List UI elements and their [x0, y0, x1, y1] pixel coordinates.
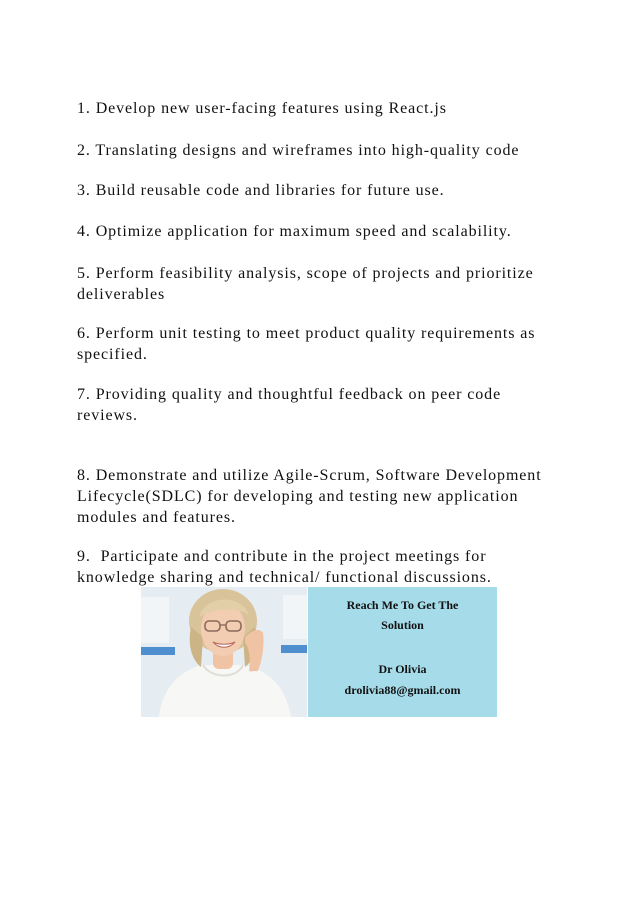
list-item-1: 1. Develop new user-facing features using React.js [77, 100, 447, 117]
tutor-name: Dr Olivia [378, 662, 427, 676]
contact-email: drolivia88@gmail.com [344, 683, 461, 697]
list-item-9: 9. Participate and contribute in the project meetings for knowledge sharing and technical/ functional discussions. [77, 548, 492, 586]
list-item-4: 4. Optimize application for maximum speed and scalability. [77, 223, 512, 240]
list-item-3: 3. Build reusable code and libraries for future use. [77, 182, 445, 199]
woman-portrait-illustration [141, 587, 307, 717]
list-item-8: 8. Demonstrate and utilize Agile-Scrum, Software Development Lifecycle(SDLC) for developing and testing new application modules and features. [77, 467, 542, 526]
contact-panel [308, 587, 497, 717]
list-item-2: 2. Translating designs and wireframes into high-quality code [77, 142, 520, 159]
banner-heading-line1: Reach Me To Get The [346, 598, 459, 612]
list-item-6: 6. Perform unit testing to meet product quality requirements as specified. [77, 325, 536, 363]
list-item-5: 5. Perform feasibility analysis, scope of projects and prioritize deliverables [77, 265, 534, 303]
tutor-photo [141, 587, 307, 717]
list-item-7: 7. Providing quality and thoughtful feedback on peer code reviews. [77, 386, 502, 424]
contact-banner [141, 587, 497, 717]
banner-heading-line2: Solution [381, 618, 424, 632]
